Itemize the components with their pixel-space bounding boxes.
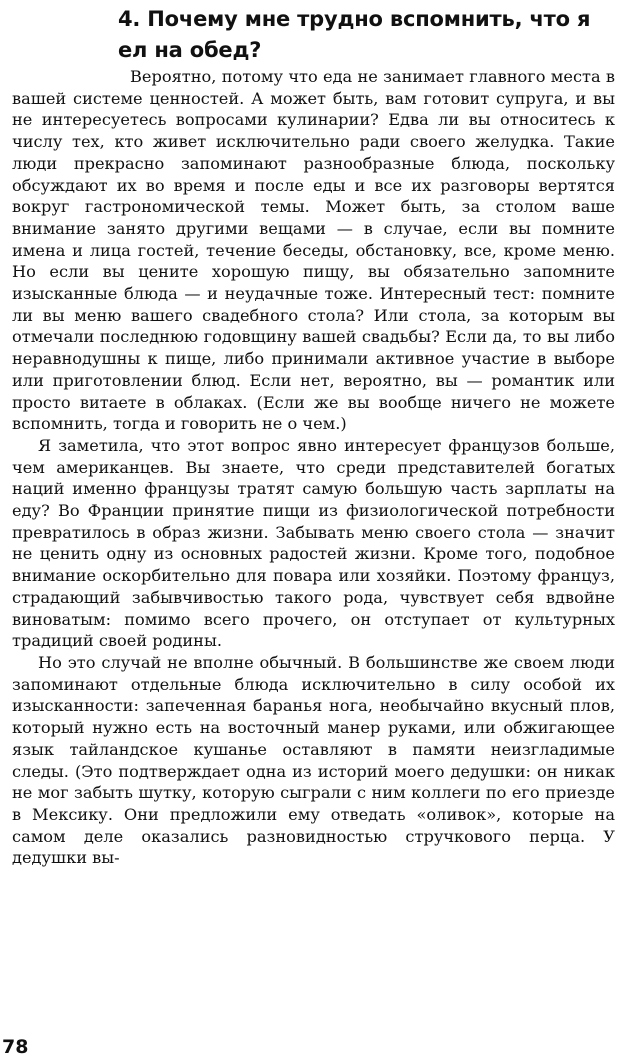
body-text	[12, 66, 615, 869]
paragraph: Но это случай не вполне обычный. В большинстве же своем люди запоминают отдельные блюда исключительно в силу особой их изысканности: запеченная баранья нога, необычайно вкусный плов, который нужно есть на восточный манер руками, или обжигающее язык тайландское кушанье оставляют в памяти неизгладимые следы. (Это подтверждает одна из историй моего дедушки: он никак не мог забыть шутку, которую сыграли с ним коллеги по его приезде в Мексику. Они предложили ему отведать «оливок», которые на самом деле оказались разновидностью стручкового перца. У дедушки вы-	[12, 652, 615, 868]
paragraph: Вероятно, потому что еда не занимает главного места в вашей системе ценностей. А может быть, вам готовит супруга, и вы не интересуетесь вопросами кулинарии? Едва ли вы относитесь к числу тех, кто живет исключительно ради своего желудка. Такие люди прекрасно запоминают разнообразные блюда, поскольку обсуждают их во время и после еды и все их разговоры вертятся вокруг гастрономической темы. Может быть, за столом ваше внимание занято другими вещами — в случае, если вы помните имена и лица гостей, течение беседы, обстановку, все, кроме меню. Но если вы цените хорошую пищу, вы обязательно запомните изысканные блюда — и неудачные тоже. Интересный тест: помните ли вы меню вашего свадебного стола? Или стола, за которым вы отмечали последнюю годовщину вашей свадьбы? Если да, то вы либо неравнодушны к пище, либо принимали активное участие в выборе или приготовлении блюд. Если нет, вероятно, вы — романтик или просто витаете в облаках. (Если же вы вообще ничего не можете вспомнить, тогда и говорить не о чем.)	[12, 67, 615, 434]
paragraph: Я заметила, что этот вопрос явно интересует французов больше, чем американцев. Вы знаете, что среди представителей богатых наций именно французы тратят самую большую часть зарплаты на еду? Во Франции принятие пищи из физиологической потребности превратилось в образ жизни. Забывать меню своего стола — значит не ценить одну из основных радостей жизни. Кроме того, подобное внимание оскорбительно для повара или хозяйки. Поэтому француз, страдающий забывчивостью такого рода, чувствует себя вдвойне виноватым: помимо всего прочего, он отступает от культурных традиций своей родины.	[12, 435, 615, 651]
page-number: 78	[2, 1036, 29, 1058]
section-heading: 4. Почему мне трудно вспомнить, что я ел на обед?	[118, 7, 591, 62]
